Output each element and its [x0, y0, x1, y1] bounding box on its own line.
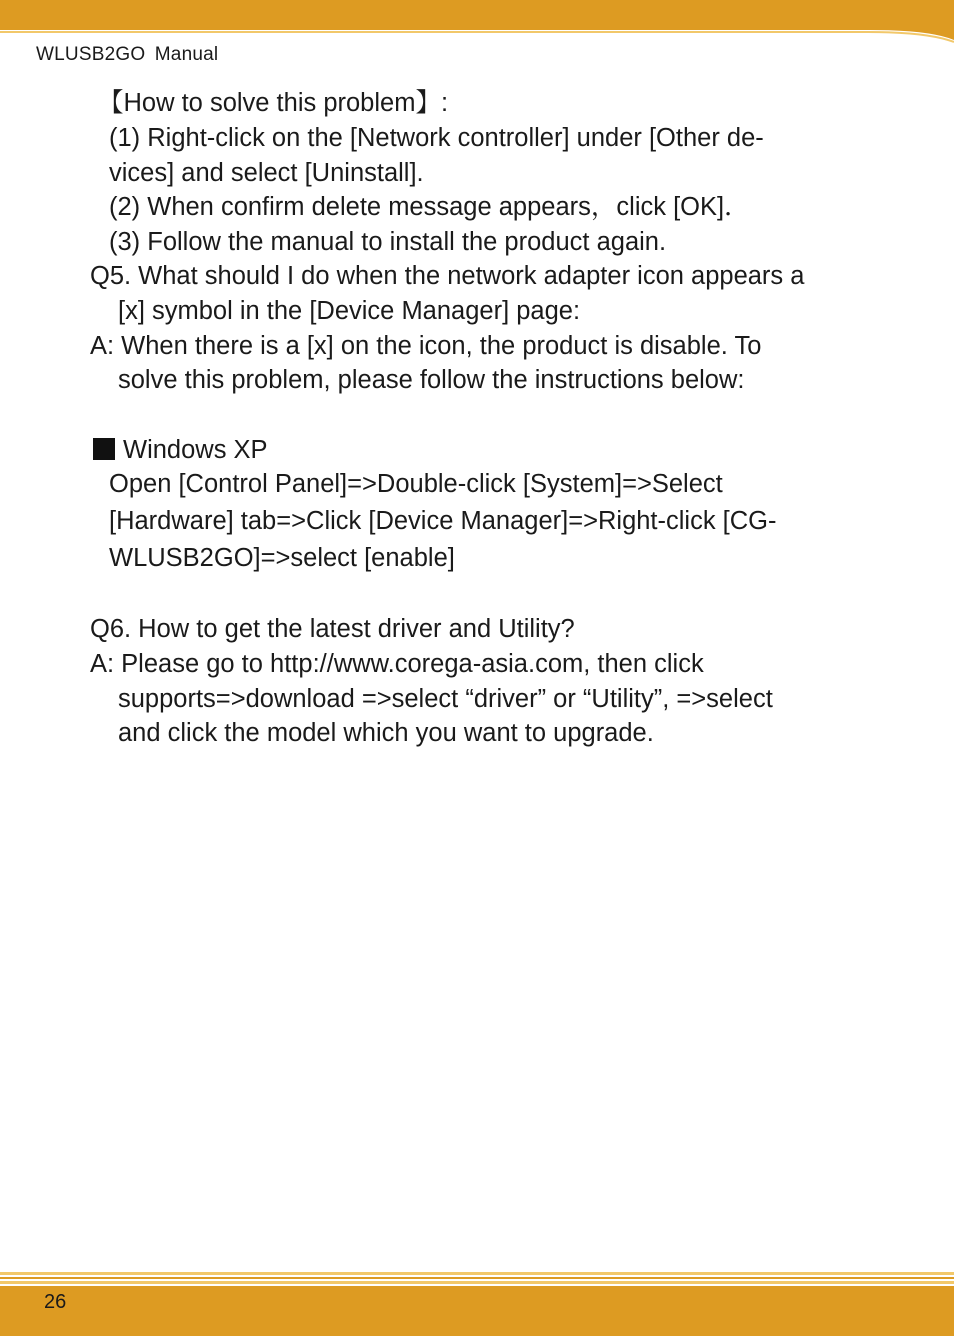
answer-5-line-2: solve this problem, please follow the instructions below: — [118, 366, 745, 394]
solve-heading: 【How to solve this problem】: — [98, 89, 449, 117]
step-1-line-2: vices] and select [Uninstall]. — [109, 159, 424, 187]
windows-xp-line-1: Open [Control Panel]=>Double-click [System]=>Select — [109, 470, 723, 498]
footer-stripes — [0, 1272, 954, 1286]
question-5-line-1: Q5. What should I do when the network adapter icon appears a — [90, 262, 805, 290]
question-5-line-2: [x] symbol in the [Device Manager] page: — [118, 297, 581, 325]
page-number: 26 — [44, 1291, 67, 1313]
windows-xp-heading — [93, 433, 268, 468]
answer-6-line-3: and click the model which you want to upgrade. — [118, 719, 654, 747]
windows-xp-line-3: WLUSB2GO]=>select [enable] — [109, 544, 455, 572]
question-6: Q6. How to get the latest driver and Utility? — [90, 615, 575, 643]
black-square-bullet-icon — [93, 438, 115, 460]
answer-5-line-1: A: When there is a [x] on the icon, the product is disable. To — [90, 332, 762, 360]
manual-title: WLUSB2GO Manual — [36, 44, 219, 65]
step-2: (2) When confirm delete message appears，click [OK]． — [109, 193, 750, 221]
answer-6-line-1: A: Please go to http://www.corega-asia.com, then click — [90, 650, 704, 678]
step-1-line-1: (1) Right-click on the [Network controller] under [Other de- — [109, 124, 764, 152]
answer-6-line-2: supports=>download =>select “driver” or “Utility”, =>select — [118, 685, 773, 713]
footer-band — [0, 1286, 954, 1336]
windows-xp-line-2: [Hardware] tab=>Click [Device Manager]=>Right-click [CG- — [109, 507, 777, 535]
step-3: (3) Follow the manual to install the product again. — [109, 228, 667, 256]
windows-xp-label: Windows XP — [123, 436, 268, 464]
